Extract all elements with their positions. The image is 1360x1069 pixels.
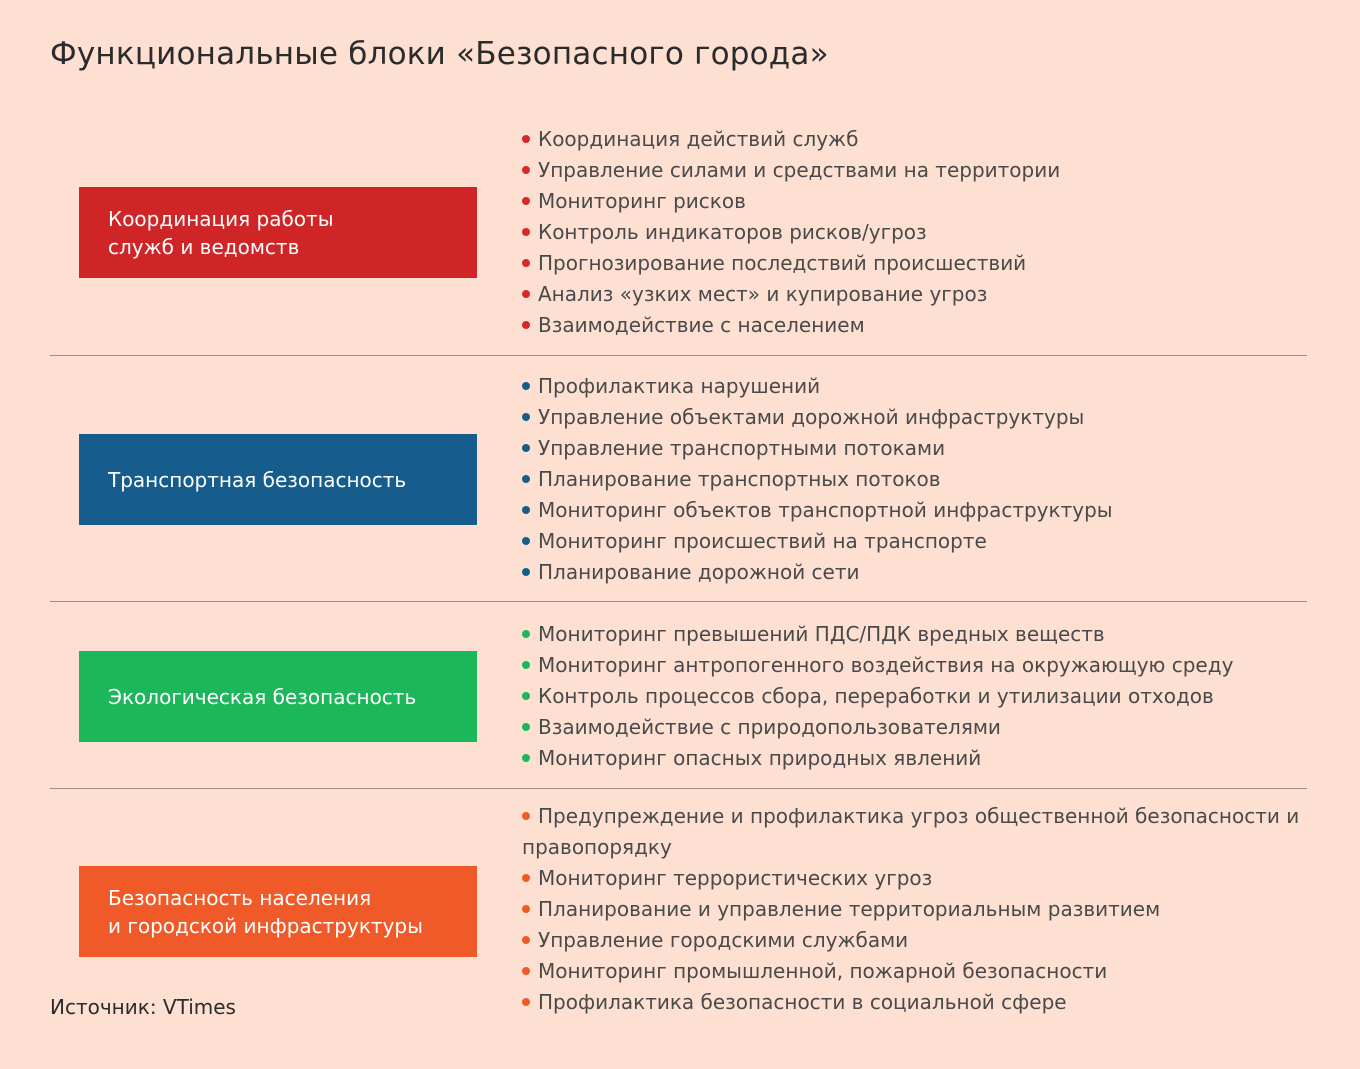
list-item [522,402,1307,433]
block-label: Координация работы служб и ведомств [108,206,334,259]
list-item [522,186,1307,217]
list-item-text: Взаимодействие с природопользователями [538,715,1001,739]
list-item [522,464,1307,495]
row-divider [50,788,1307,789]
items-list-coordination [522,124,1307,341]
list-item-text: Планирование и управление территориальным развитием [538,897,1161,921]
bullet-icon [522,537,530,545]
bullet-icon [522,197,530,205]
bullet-icon [522,905,530,913]
function-row-transport [50,371,1307,601]
source-note: Источник: VTimes [50,995,236,1019]
list-item-text: Управление городскими службами [538,928,909,952]
list-item-text: Планирование дорожной сети [538,560,860,584]
list-item [522,681,1307,712]
block-label: Экологическая безопасность [108,684,417,709]
list-item [522,248,1307,279]
page-title: Функциональные блоки «Безопасного города» [50,36,829,72]
bullet-icon [522,754,530,762]
list-item [522,433,1307,464]
list-item-text: Контроль индикаторов рисков/угроз [538,220,927,244]
list-item [522,925,1307,956]
block-population [79,866,477,957]
bullet-icon [522,936,530,944]
list-item-text: Контроль процессов сбора, переработки и утилизации отходов [538,684,1214,708]
bullet-icon [522,444,530,452]
bullet-icon [522,290,530,298]
items-list-transport [522,371,1307,588]
function-row-population [50,801,1307,1021]
block-coordination [79,187,477,278]
list-item [522,650,1307,681]
block-label: Транспортная безопасность [108,467,407,492]
list-item-text: Профилактика нарушений [538,374,821,398]
list-item [522,526,1307,557]
list-item-text: Взаимодействие с населением [538,313,865,337]
function-row-coordination [50,124,1307,354]
bullet-icon [522,382,530,390]
row-divider [50,601,1307,602]
bullet-icon [522,692,530,700]
list-item-text: Координация действий служб [538,127,859,151]
bullet-icon [522,321,530,329]
list-item-text: Мониторинг опасных природных явлений [538,746,982,770]
list-item [522,155,1307,186]
list-item-text: Управление транспортными потоками [538,436,946,460]
list-item [522,619,1307,650]
list-item [522,371,1307,402]
bullet-icon [522,812,530,820]
bullet-icon [522,967,530,975]
list-item [522,956,1307,987]
list-item-text: Мониторинг объектов транспортной инфраструктуры [538,498,1113,522]
list-item [522,894,1307,925]
list-item [522,743,1307,774]
list-item [522,279,1307,310]
list-item-text: Управление объектами дорожной инфраструктуры [538,405,1085,429]
list-item [522,712,1307,743]
list-item-text: Мониторинг антропогенного воздействия на окружающую среду [538,653,1234,677]
bullet-icon [522,998,530,1006]
list-item [522,124,1307,155]
block-ecology [79,651,477,742]
list-item [522,987,1307,1018]
list-item-text: Мониторинг происшествий на транспорте [538,529,987,553]
list-item [522,801,1307,863]
bullet-icon [522,723,530,731]
bullet-icon [522,475,530,483]
list-item-text: Профилактика безопасности в социальной сфере [538,990,1067,1014]
list-item-text: Прогнозирование последствий происшествий [538,251,1027,275]
list-item-text: Мониторинг рисков [538,189,746,213]
bullet-icon [522,228,530,236]
bullet-icon [522,661,530,669]
list-item [522,557,1307,588]
list-item [522,495,1307,526]
bullet-icon [522,259,530,267]
list-item-text: Предупреждение и профилактика угроз общественной безопасности и правопорядку [522,804,1300,859]
items-list-population [522,801,1307,1018]
bullet-icon [522,166,530,174]
block-label: Безопасность населения и городской инфраструктуры [108,885,423,938]
bullet-icon [522,413,530,421]
function-row-ecology [50,619,1307,789]
bullet-icon [522,506,530,514]
list-item-text: Анализ «узких мест» и купирование угроз [538,282,988,306]
list-item-text: Мониторинг превышений ПДС/ПДК вредных веществ [538,622,1105,646]
block-transport [79,434,477,525]
items-list-ecology [522,619,1307,774]
list-item [522,217,1307,248]
bullet-icon [522,135,530,143]
list-item-text: Мониторинг террористических угроз [538,866,933,890]
bullet-icon [522,568,530,576]
list-item [522,863,1307,894]
row-divider [50,355,1307,356]
list-item-text: Планирование транспортных потоков [538,467,941,491]
bullet-icon [522,874,530,882]
list-item [522,310,1307,341]
bullet-icon [522,630,530,638]
list-item-text: Мониторинг промышленной, пожарной безопасности [538,959,1108,983]
list-item-text: Управление силами и средствами на территории [538,158,1061,182]
